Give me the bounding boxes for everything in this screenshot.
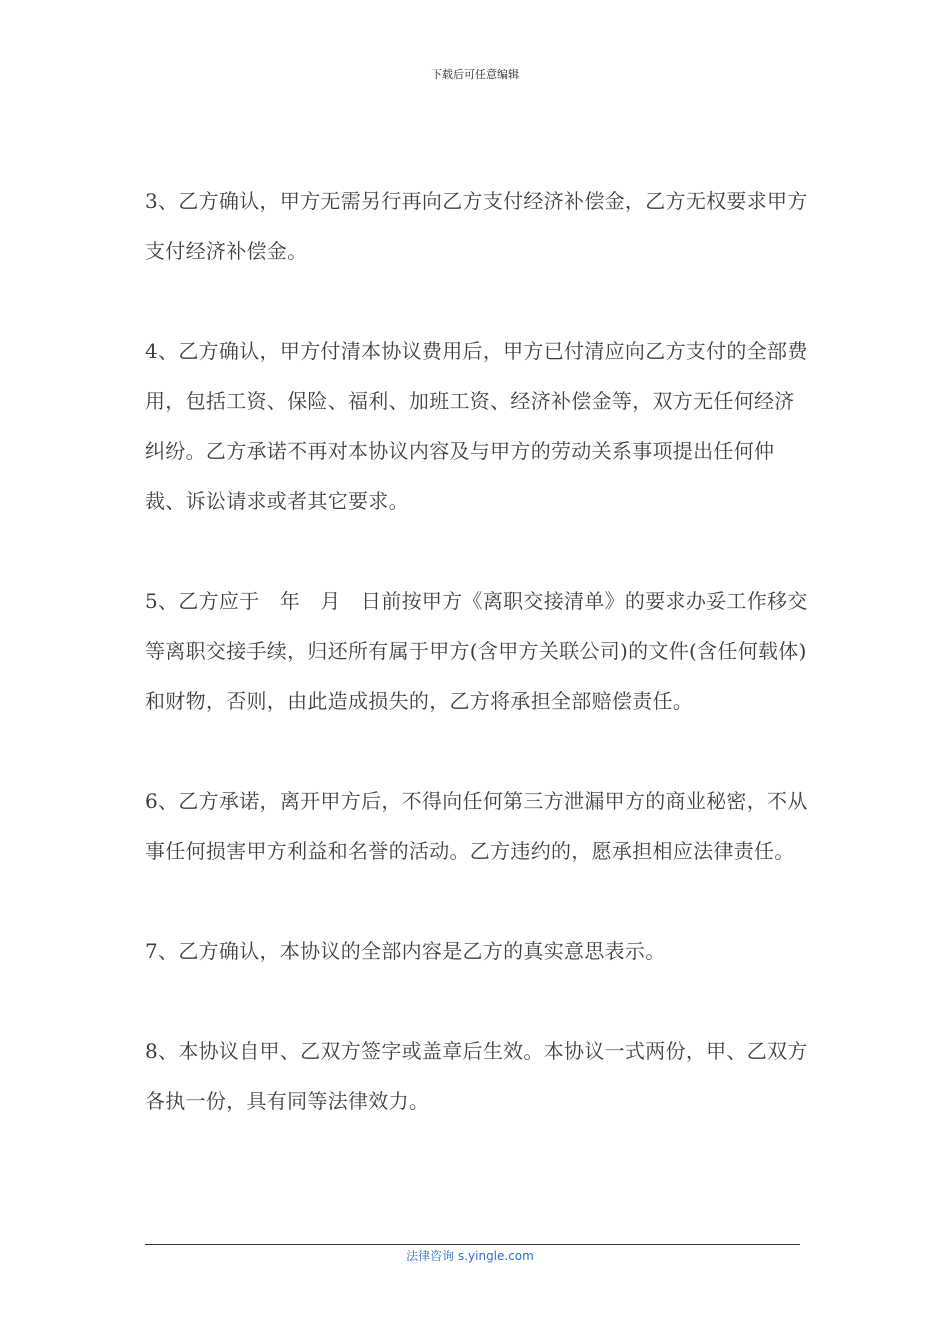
footer-link[interactable]: 法律咨询 s.yingle.com bbox=[406, 1249, 534, 1263]
document-body bbox=[145, 176, 810, 1176]
footer-divider bbox=[145, 1244, 800, 1245]
clause-3: 3、乙方确认，甲方无需另行再向乙方支付经济补偿金，乙方无权要求甲方支付经济补偿金。 bbox=[145, 189, 808, 263]
clause-8: 8、本协议自甲、乙双方签字或盖章后生效。本协议一式两份，甲、乙双方各执一份，具有同等法律效力。 bbox=[145, 1039, 808, 1113]
clause-4: 4、乙方确认，甲方付清本协议费用后，甲方已付清应向乙方支付的全部费用，包括工资、保险、福利、加班工资、经济补偿金等，双方无任何经济纠纷。乙方承诺不再对本协议内容及与甲方的劳动关系事项提出任何仲裁、诉讼请求或者其它要求。 bbox=[145, 339, 808, 513]
clause-7: 7、乙方确认，本协议的全部内容是乙方的真实意思表示。 bbox=[145, 939, 666, 963]
clause-5: 5、乙方应于 年 月 日前按甲方《离职交接清单》的要求办妥工作移交等离职交接手续，归还所有属于甲方(含甲方关联公司)的文件(含任何载体)和财物，否则，由此造成损失的，乙方将承担全部赔偿责任。 bbox=[145, 589, 808, 713]
clause-6: 6、乙方承诺，离开甲方后，不得向任何第三方泄漏甲方的商业秘密，不从事任何损害甲方利益和名誉的活动。乙方违约的，愿承担相应法律责任。 bbox=[145, 789, 808, 863]
header-note: 下载后可任意编辑 bbox=[431, 68, 519, 81]
